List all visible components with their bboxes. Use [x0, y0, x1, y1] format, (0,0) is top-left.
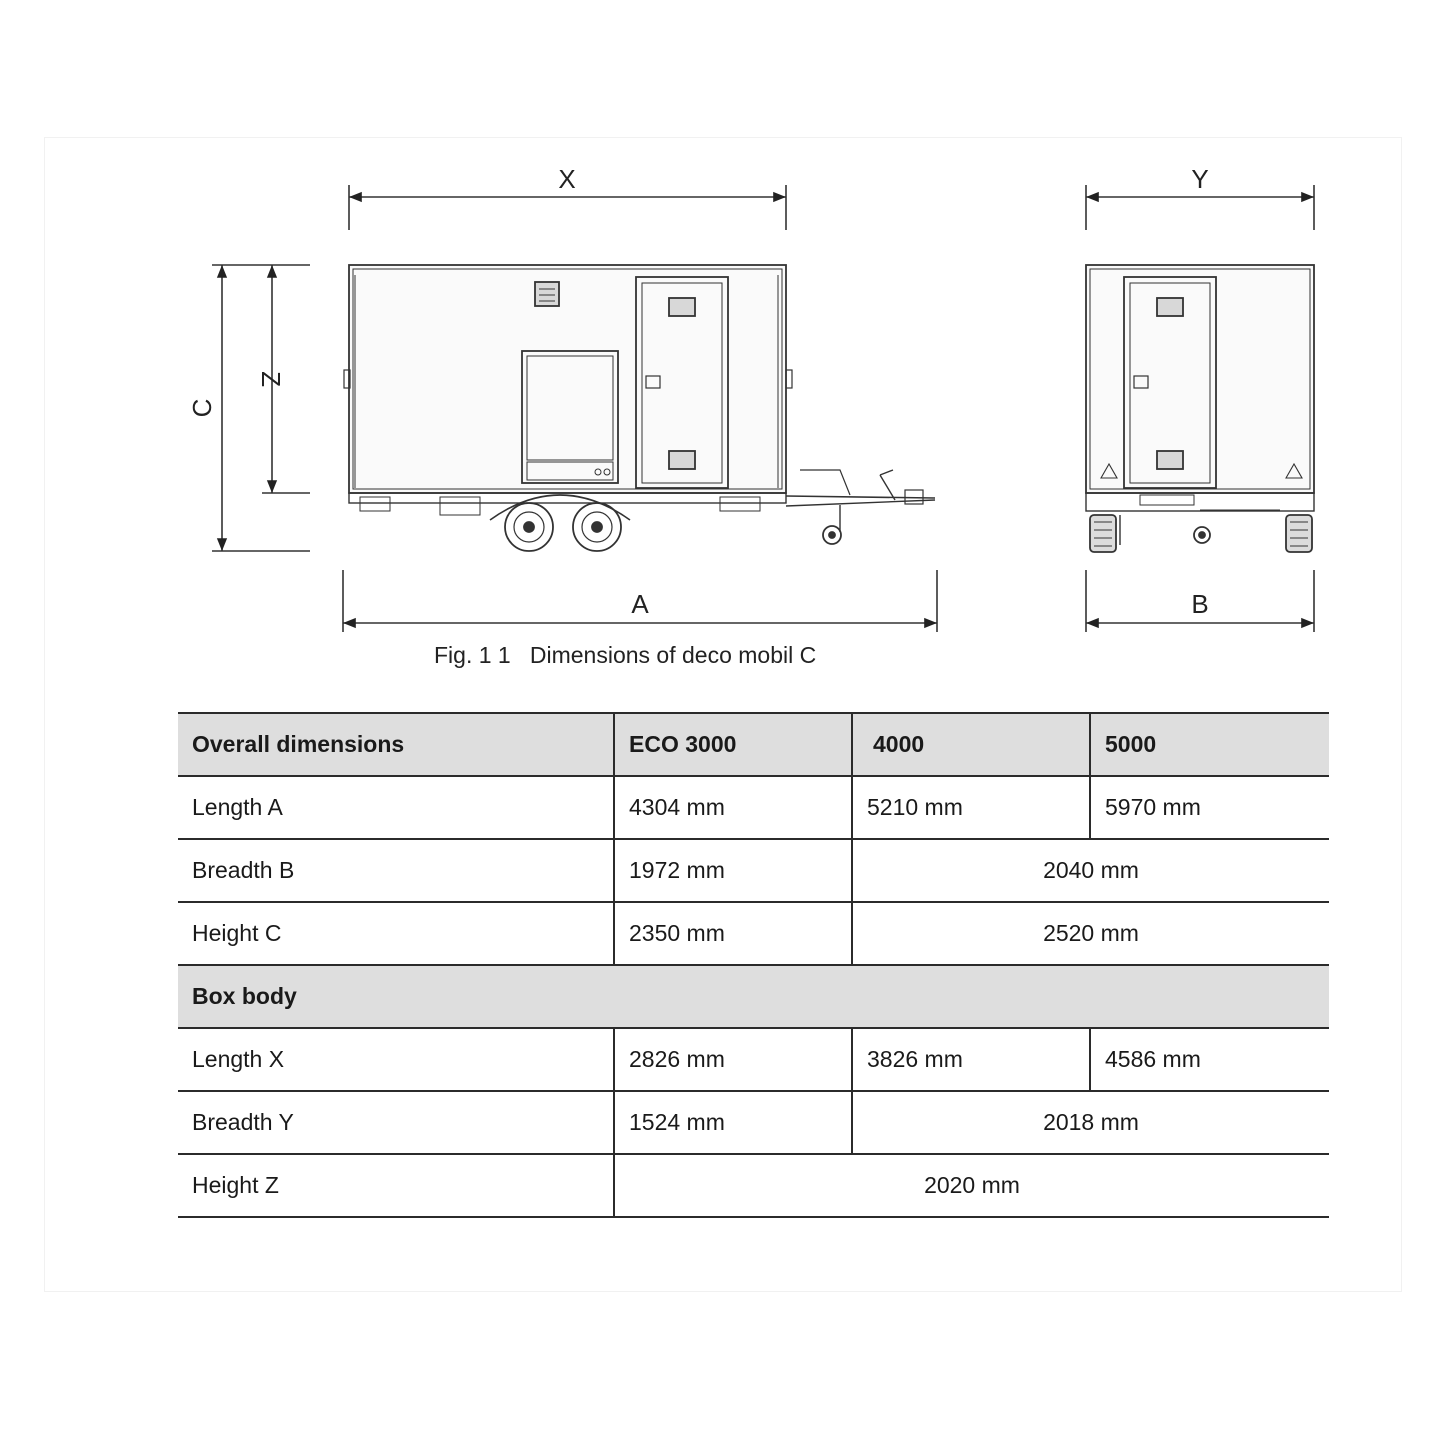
cell-eco3000: 4304 mm: [614, 776, 852, 839]
row-label: Height Z: [178, 1154, 614, 1217]
label-b: B: [1191, 589, 1209, 619]
cell-4000-5000-merged: 2018 mm: [852, 1091, 1329, 1154]
trailer-side-view: [344, 265, 935, 551]
row-label: Breadth B: [178, 839, 614, 902]
header-5000: 5000: [1090, 713, 1329, 776]
figure-caption-text: Dimensions of deco mobil C: [529, 642, 817, 668]
table-row: [178, 1091, 1329, 1154]
cell-eco3000: 1972 mm: [614, 839, 852, 902]
cell-5000: 4586 mm: [1090, 1028, 1329, 1091]
cell-eco3000: 2826 mm: [614, 1028, 852, 1091]
dimensions-table: [178, 712, 1329, 1218]
section-title-box-body: Box body: [178, 965, 1329, 1028]
cell-eco3000: 2350 mm: [614, 902, 852, 965]
dimension-c: [212, 265, 310, 551]
figure-caption: [434, 642, 816, 669]
label-a: A: [631, 589, 649, 619]
cell-4000: 5210 mm: [852, 776, 1090, 839]
trailer-rear-view: [1086, 265, 1314, 552]
row-label: Length X: [178, 1028, 614, 1091]
table-row: [178, 1028, 1329, 1091]
cell-eco3000: 1524 mm: [614, 1091, 852, 1154]
header-overall-dimensions: Overall dimensions: [178, 713, 614, 776]
label-z: Z: [256, 371, 286, 387]
table-row: [178, 1154, 1329, 1217]
section-row-box-body: [178, 965, 1329, 1028]
table-row: [178, 776, 1329, 839]
table-row: [178, 839, 1329, 902]
cell-4000-5000-merged: 2040 mm: [852, 839, 1329, 902]
cell-5000: 5970 mm: [1090, 776, 1329, 839]
row-label: Length A: [178, 776, 614, 839]
header-eco3000: ECO 3000: [614, 713, 852, 776]
header-4000: 4000: [852, 713, 1090, 776]
label-y: Y: [1191, 164, 1209, 194]
row-label: Breadth Y: [178, 1091, 614, 1154]
cell-4000: 3826 mm: [852, 1028, 1090, 1091]
row-label: Height C: [178, 902, 614, 965]
table-row: [178, 902, 1329, 965]
table-header-row: [178, 713, 1329, 776]
label-x: X: [558, 164, 576, 194]
label-c: C: [187, 398, 217, 418]
cell-4000-5000-merged: 2520 mm: [852, 902, 1329, 965]
trailer-dimension-drawing: [0, 0, 1445, 700]
figure-number: Fig. 1 1: [434, 642, 511, 668]
cell-all-models-merged: 2020 mm: [614, 1154, 1329, 1217]
